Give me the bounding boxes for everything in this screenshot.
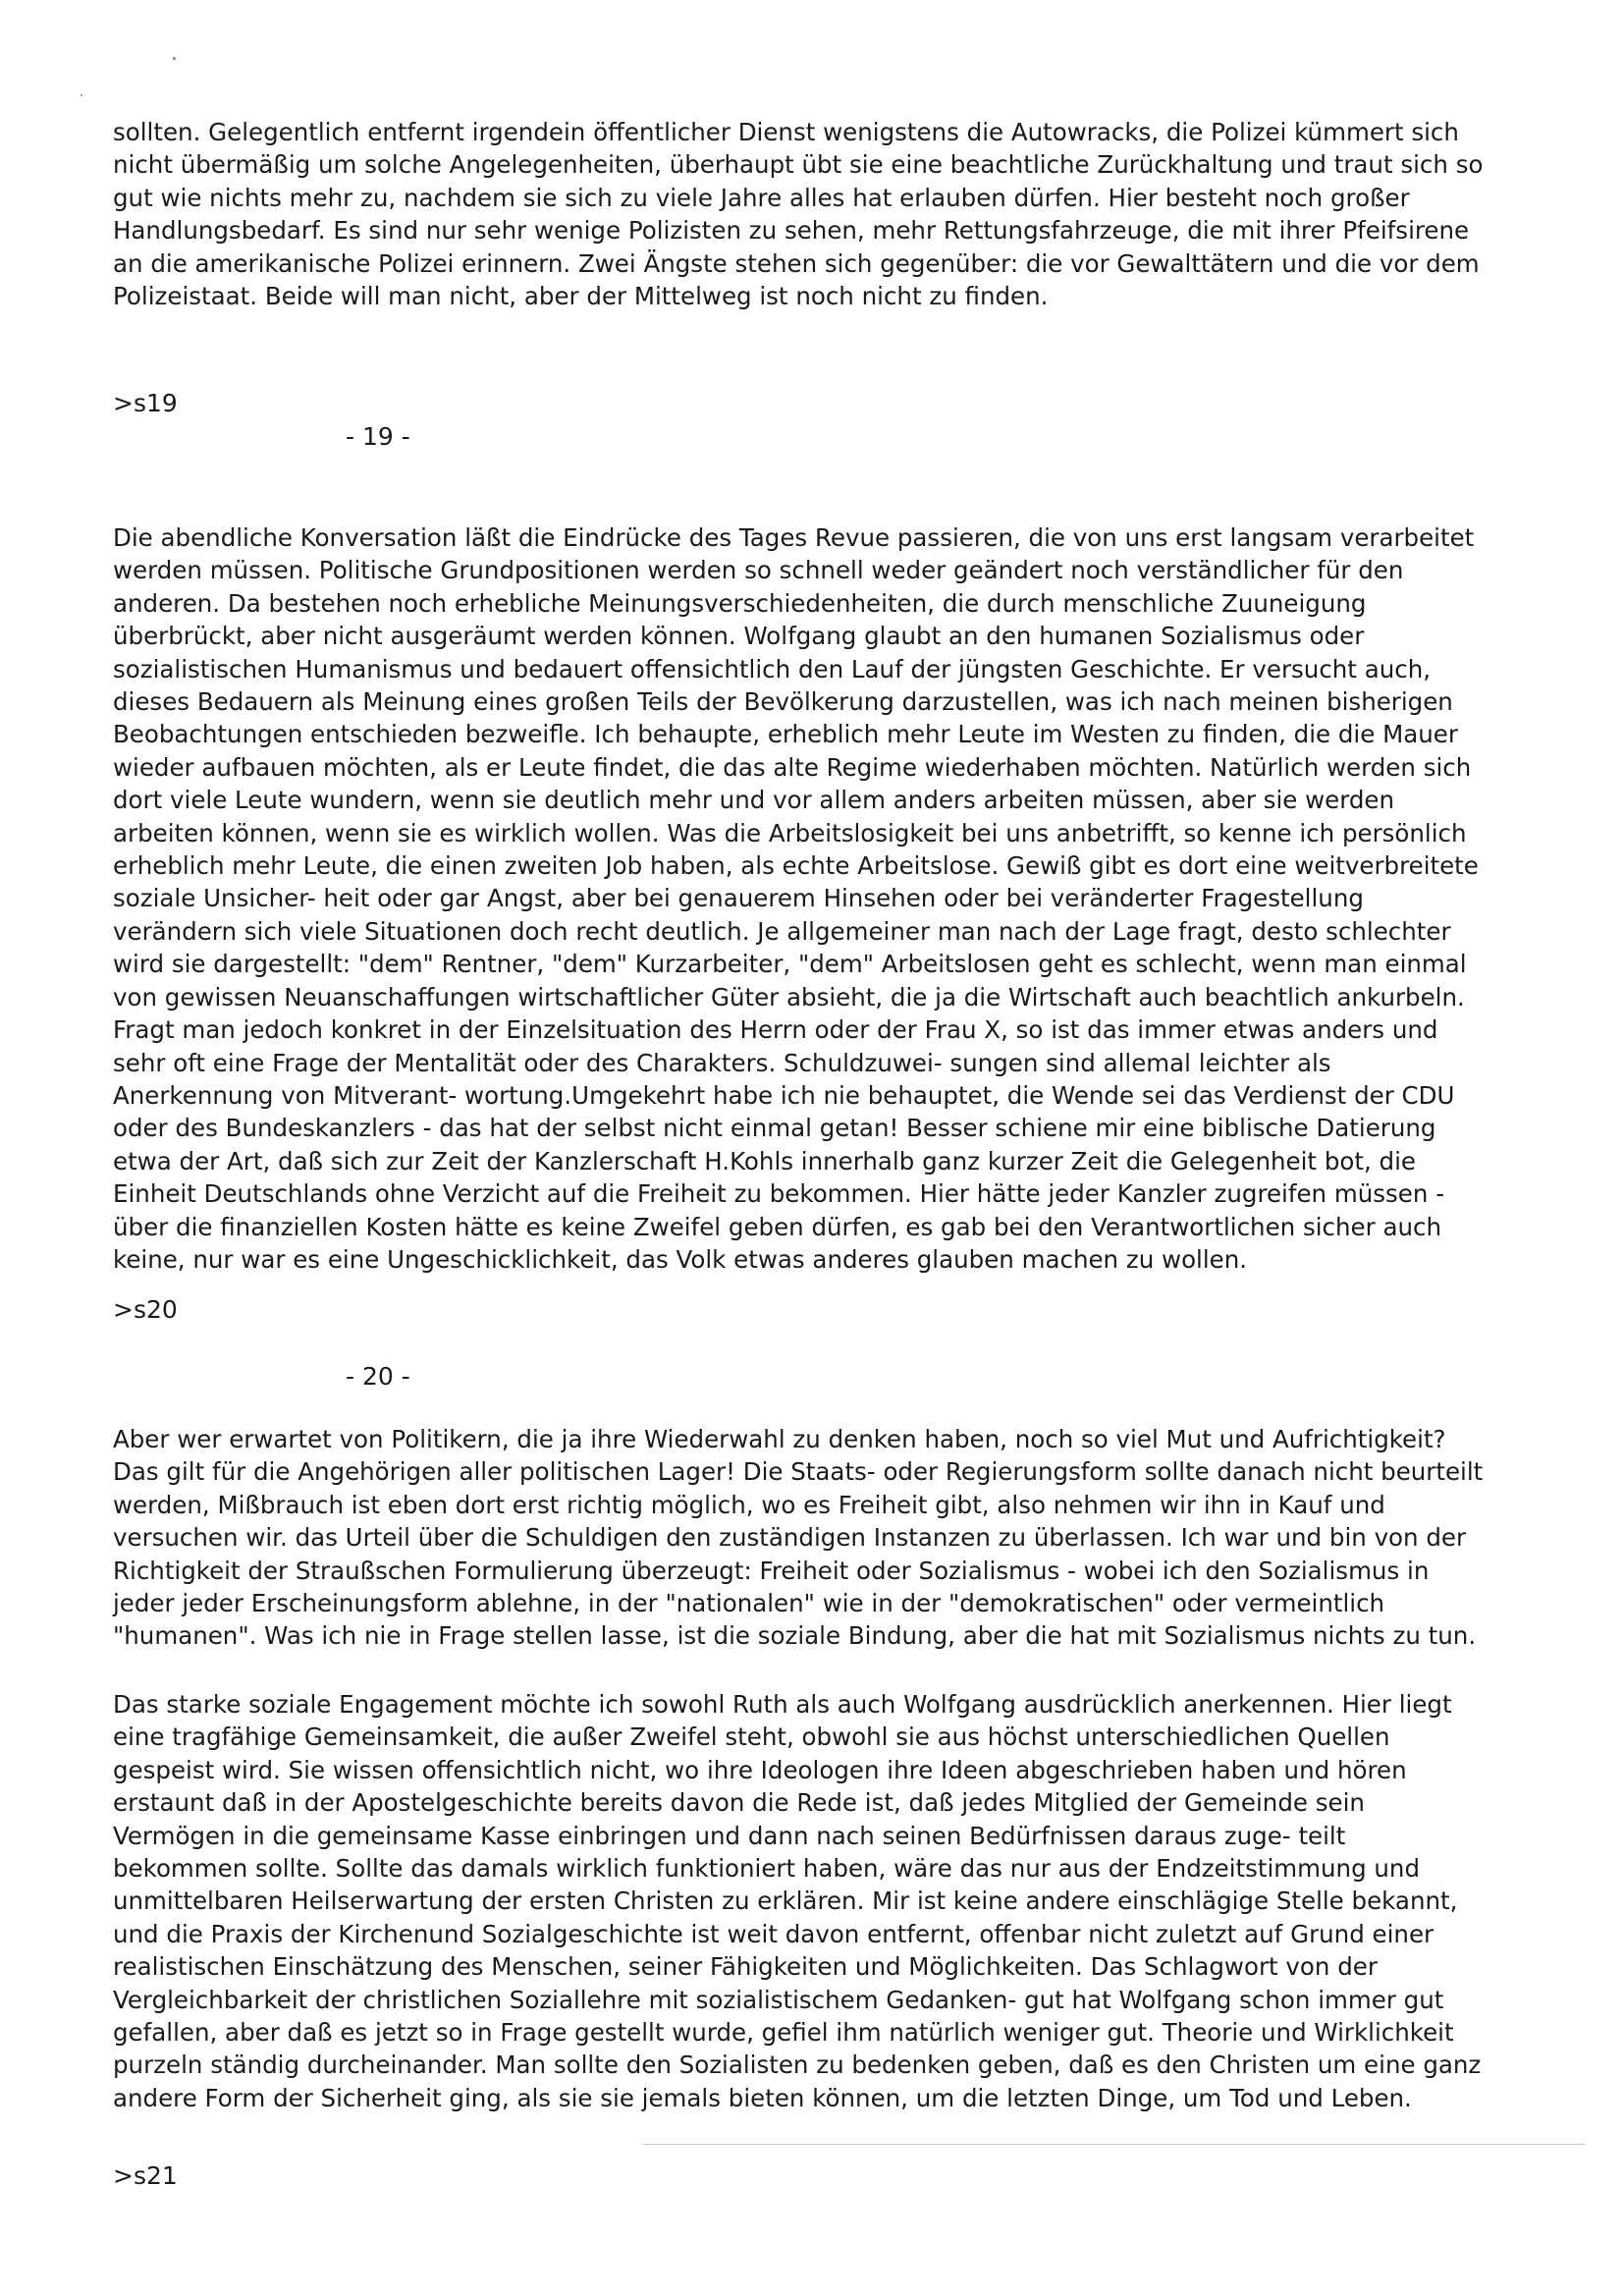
page-number-19: - 19 - [346, 422, 410, 451]
paragraph-4: Das starke soziale Engagement möchte ich sowohl Ruth als auch Wolfgang ausdrücklich anerkennen. Hier liegt eine tragfähige Gemeinsamkeit, die außer Zweifel steht, obwohl sie aus höchst unterschiedlichen Quellen gespeist wird. Sie wissen offensichtlich nicht, wo ihre Ideologen ihre Ideen abgeschrieben haben und hören erstaunt daß in der Apostelgeschichte bereits davon die Rede ist, daß jedes Mitglied der Gemeinde sein Vermögen in die gemeinsame Kasse einbringen und dann nach seinen Bedürfnissen daraus zuge- teilt bekommen sollte. Sollte das damals wirklich funktioniert haben, wäre das nur aus der Endzeitstimmung und unmittelbaren Heilserwartung der ersten Christen zu erklären. Mir ist keine andere einschlägige Stelle bekannt, und die Praxis der Kirchenund Sozialgeschichte ist weit davon entfernt, offenbar nicht zuletzt auf Grund einer realistischen Einschätzung des Menschen, seiner Fähigkeiten und Möglichkeiten. Das Schlagwort von der Vergleichbarkeit der christlichen Soziallehre mit sozialistischem Gedanken- gut hat Wolfgang schon immer gut gefallen, aber daß es jetzt so in Frage gestellt wurde, gefiel ihm natürlich weniger gut. Theorie und Wirklichkeit purzeln ständig durcheinander. Man sollte den Sozialisten zu bedenken geben, daß es den Christen um eine ganz andere Form der Sicherheit ging, als sie sie jemals bieten können, um die letzten Dinge, um Tod und Leben. [113, 1690, 1482, 2112]
scan-speck [173, 57, 176, 60]
paragraph-2: Die abendliche Konversation läßt die Eindrücke des Tages Revue passieren, die von uns erst langsam verarbeitet werden müssen. Politische Grundpositionen werden so schnell weder geändert noch verständlicher für den anderen. Da bestehen noch erhebliche Meinungsverschiedenheiten, die durch menschliche Zuuneigung überbrückt, aber nicht ausgeräumt werden können. Wolfgang glaubt an den humanen Sozialismus oder sozialistischen Humanismus und bedauert offensichtlich den Lauf der jüngsten Geschichte. Er versucht auch, dieses Bedauern als Meinung eines großen Teils der Bevölkerung darzustellen, was ich nach meinen bisherigen Beobachtungen entschieden bezweifle. Ich behaupte, erheblich mehr Leute im Westen zu finden, die die Mauer wieder aufbauen möchten, als er Leute findet, die das alte Regime wiederhaben möchten. Natürlich werden sich dort viele Leute wundern, wenn sie deutlich mehr und vor allem anders arbeiten müssen, aber sie werden arbeiten können, wenn sie es wirklich wollen. Was die Arbeitslosigkeit bei uns anbetrifft, so kenne ich persönlich erheblich mehr Leute, die einen zweiten Job haben, als echte Arbeitslose. Gewiß gibt es dort eine weitverbreitete soziale Unsicher- heit oder gar Angst, aber bei genauerem Hinsehen oder bei veränderter Fragestellung verändern sich viele Situationen doch recht deutlich. Je allgemeiner man nach der Lage fragt, desto schlechter wird sie dargestellt: "dem" Rentner, "dem" Kurzarbeiter, "dem" Arbeitslosen geht es schlecht, wenn man einmal von gewissen Neuanschaffungen wirtschaftlicher Güter absieht, die ja die Wirtschaft auch beachtlich ankurbeln. Fragt man jedoch konkret in der Einzelsituation des Herrn oder der Frau X, so ist das immer etwas anders und sehr oft eine Frage der Mentalität oder des Charakters. Schuldzuwei- sungen sind allemal leichter als Anerkennung von Mitverant- wortung.Umgekehrt habe ich nie behauptet, die Wende sei das Verdienst der CDU oder des Bundeskanzlers - das hat der selbst nicht einmal getan! Besser schiene mir eine biblische Datierung etwa der Art, daß sich zur Zeit der Kanzlerschaft H.Kohls innerhalb ganz kurzer Zeit die Gelegenheit bot, die Einheit Deutschlands ohne Verzicht auf die Freiheit zu bekommen. Hier hätte jeder Kanzler zugreifen müssen - über die finanziellen Kosten hätte es keine Zweifel geben dürfen, es gab bei den Verantwortlichen sicher auch keine, nur war es eine Ungeschicklichkeit, das Volk etwas anderes glauben machen zu wollen. [113, 523, 1479, 1274]
section-marker-s19: >s19 [113, 389, 178, 417]
scan-line [643, 2144, 1586, 2145]
page-number-20: - 20 - [346, 1362, 410, 1391]
section-marker-s20: >s20 [113, 1295, 178, 1324]
scan-speck [81, 94, 82, 96]
paragraph-3: Aber wer erwartet von Politikern, die ja ihre Wiederwahl zu denken haben, noch so viel Mut und Aufrichtigkeit? Das gilt für die Angehörigen aller politischen Lager! Die Staats- oder Regierungsform sollte danach nicht beurteilt werden, Mißbrauch ist eben dort erst richtig möglich, wo es Freiheit gibt, also nehmen wir ihn in Kauf und versuchen wir. das Urteil über die Schuldigen den zuständigen Instanzen zu überlassen. Ich war und bin von der Richtigkeit der Straußschen Formulierung überzeugt: Freiheit oder Sozialismus - wobei ich den Sozialismus in jeder jeder Erscheinungsform ablehne, in der "nationalen" wie in der "demokratischen" oder vermeintlich "humanen". Was ich nie in Frage stellen lasse, ist die soziale Bindung, aber die hat mit Sozialismus nichts zu tun. [113, 1425, 1484, 1651]
section-marker-s21: >s21 [113, 2161, 178, 2190]
paragraph-1: sollten. Gelegentlich entfernt irgendein öffentlicher Dienst wenigstens die Autowracks, die Polizei kümmert sich nicht übermäßig um solche Angelegenheiten, überhaupt übt sie eine beachtliche Zurückhaltung und traut sich so gut wie nichts mehr zu, nachdem sie sich zu viele Jahre alles hat erlauben dürfen. Hier besteht noch großer Handlungsbedarf. Es sind nur sehr wenige Polizisten zu sehen, mehr Rettungsfahrzeuge, die mit ihrer Pfeifsirene an die amerikanische Polizei erinnern. Zwei Ängste stehen sich gegenüber: die vor Gewalttätern und die vor dem Polizeistaat. Beide will man nicht, aber der Mittelweg ist noch nicht zu finden. [113, 118, 1484, 311]
